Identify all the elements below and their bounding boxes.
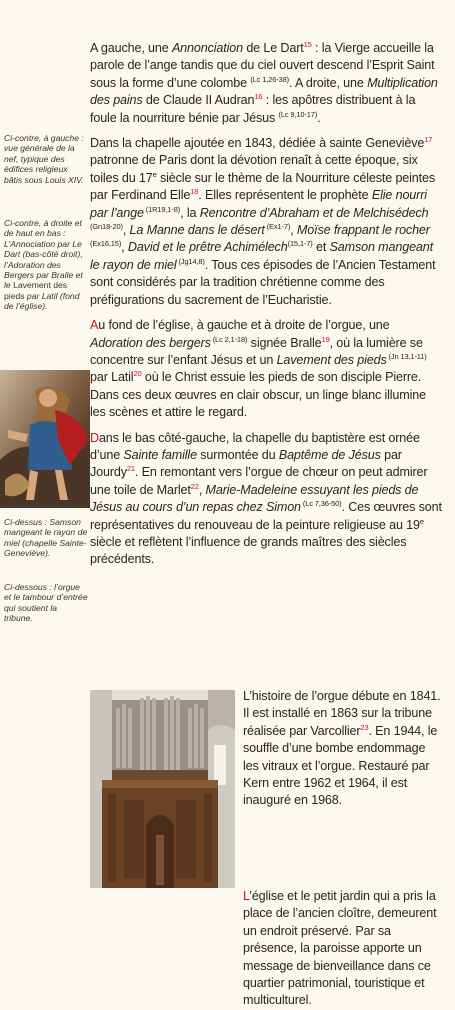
note-ref: 17 bbox=[424, 135, 433, 145]
note-ref: 20 bbox=[133, 369, 142, 379]
paragraph-orgue: L’histoire de l’orgue débute en 1841. Il est installé en 1863 sur la tribune réalisée par Varcollier$^{23}$. En 1944, le souffle d’une bombe endommage les vitraux et l’orgue. Restauré par Kern entre 1962 et 1964, il est inauguré en 1968. bbox=[243, 689, 441, 808]
note-ref: 18 bbox=[190, 187, 199, 197]
paragraph-jardin: L’église et le petit jardin qui a pris la place de l’ancien cloître, demeurent un endroit préservé. Par sa présence, la paroisse apporte un message de bienveillance dans ce quartier patrimonial, touristique et multiculturel. bbox=[243, 889, 437, 1008]
drop-initial: L bbox=[243, 889, 250, 903]
caption-nef: Ci-contre, à gauche : vue générale de la nef, typique des édifices religieux bâtis sous Louis XIV. bbox=[4, 133, 84, 185]
caption-samson: Ci-dessus : Samson mangeant le rayon de miel (chapelle Sainte-Geneviève). bbox=[4, 517, 88, 559]
paragraph-annonciation: A gauche, une Annonciation de Le Dart$^{15}$ : la Vierge accueille la parole de l’ange tandis que du ciel ouvert descend l’Esprit Saint sous la forme d’une colombe $^{(Lc 1,26-38)}$. A droite, une Multiplication des pains de Claude II Audran$^{16}$ : les apôtres distribuent à la foule la nourriture bénie par Jésus $^{(Lc 9,10-17)}$. bbox=[90, 40, 438, 125]
caption-orgue: Ci-dessous : l’orgue et le tambour d’entrée qui soutient la tribune. bbox=[4, 582, 88, 624]
note-ref: 23 bbox=[360, 722, 369, 732]
note-ref: 21 bbox=[126, 464, 135, 474]
drop-initial: A bbox=[90, 318, 99, 333]
organ-photo-image bbox=[90, 690, 235, 888]
note-ref: 15 bbox=[303, 40, 312, 49]
paragraph-bas-cote: Dans le bas côté-gauche, la chapelle du baptistère est ornée d’une Sainte famille surmontée du Baptême de Jésus par Jourdy$^{21}$. En remontant vers l’orgue de chœur on peut admirer une toile de Marlet$^{22}$, Marie-Madeleine essuyant les pieds de Jésus au cours d’un repas chez Simon $^{(Lc 7,36-50)}$. Ces œuvres sont représentatives du renouveau de la peinture religieuse au 19e siècle et reflètent l’influence de grands maîtres des siècles précédents. bbox=[90, 430, 442, 567]
note-ref: 22 bbox=[190, 481, 199, 491]
organ-photo-art bbox=[90, 690, 235, 888]
main-text-column bbox=[90, 40, 442, 577]
note-ref: 16 bbox=[254, 92, 263, 102]
samson-painting-art bbox=[0, 370, 90, 508]
samson-painting-image bbox=[0, 370, 90, 508]
drop-initial: D bbox=[90, 430, 99, 445]
note-ref: 19 bbox=[321, 334, 330, 344]
paragraph-fond-eglise: Au fond de l’église, à gauche et à droite de l’orgue, une Adoration des bergers $^{(Lc 2,1-18)}$ signée Bralle$^{19}$, où la lumière se concentre sur l’enfant Jésus et un Lavement des pieds $^{(Jn 13,1-11)}$ par Latil$^{20}$ où le Christ essuie les pieds de son disciple Pierre. Dans ces deux œuvres en clair obscur, un linge blanc illumine les scènes et attire le regard. bbox=[90, 318, 427, 420]
caption-paintings: Ci-contre, à droite et de haut en bas : L’Annociation par Le Dart (bas-côté droit), l’Adoration des Bergers par Bralle et le Lavement des pieds par Latil (fond de l’église). bbox=[4, 218, 83, 312]
paragraph-chapelle-genevieve: Dans la chapelle ajoutée en 1843, dédiée à sainte Geneviève$^{17}$ patronne de Paris dont la dévotion renaît à cette époque, six toiles du 17e siècle sur le thème de la Nourriture céleste peintes par Ferdinand Elle$^{18}$. Elles représentent le prophète Elie nourri par l’ange $^{(1R19,1-8)}$, la Rencontre d’Abraham et de Melchisédech $^{(Gn18-20)}$, La Manne dans le désert $^{(Ex1-7)}$, Moïse frappant le rocher $^{(Ex16,15)}$, David et le prêtre Achimélech$^{(15,1-7)}$ et Samson mangeant le rayon de miel $^{(Jg14,8)}$. Tous ces épisodes de l’Ancien Testament sont considérés par la tradition chrétienne comme des préfigurations du sacrement de l’Eucharistie. bbox=[90, 135, 436, 307]
